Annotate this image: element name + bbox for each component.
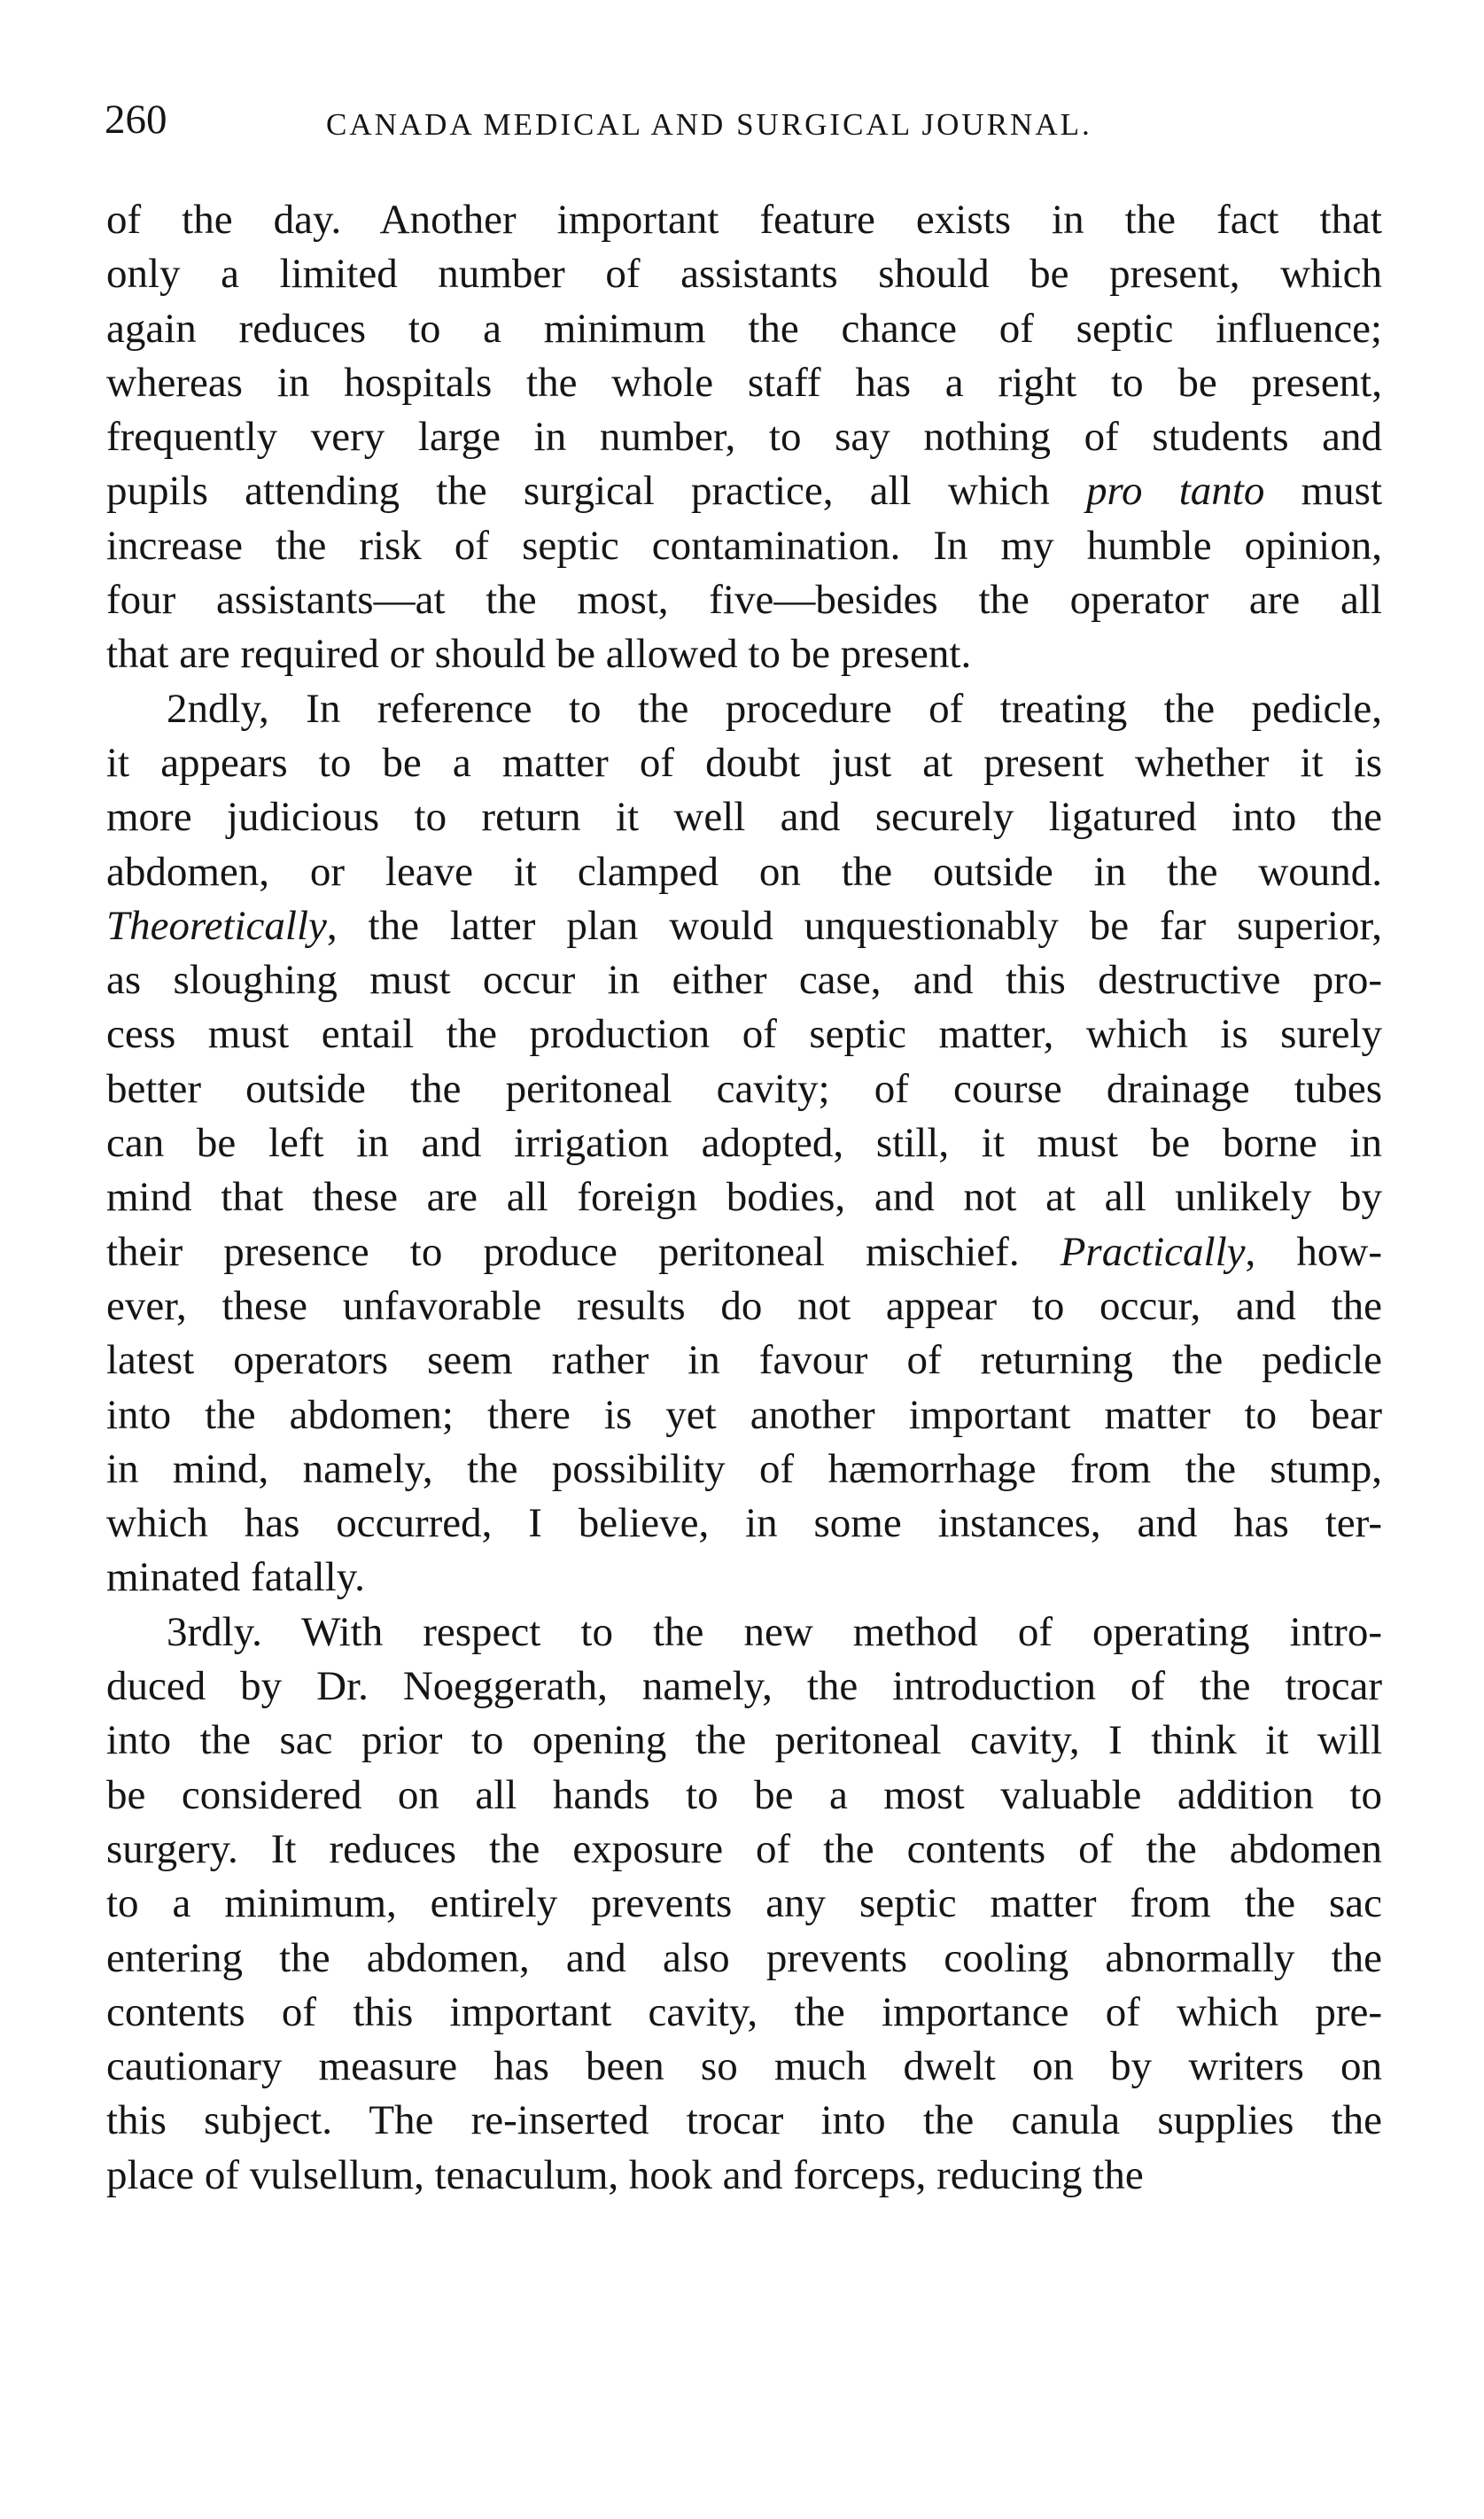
text-line	[106, 1551, 1382, 1605]
text-line	[106, 1116, 1382, 1170]
text-run: cautionary measure has been so much dwelt on by writers on	[106, 2043, 1382, 2090]
text-run: only a limited number of assistants should be present, which	[106, 251, 1382, 298]
text-run: better outside the peritoneal cavity; of course drainage tubes	[106, 1065, 1382, 1112]
text-line	[106, 1877, 1382, 1931]
text-run: contents of this important cavity, the importance of which pre-	[106, 1988, 1382, 2035]
running-head	[105, 89, 1407, 151]
text-run: frequently very large in number, to say nothing of students and	[106, 414, 1382, 461]
text-run: into the sac prior to opening the peritoneal cavity, I think it will	[106, 1717, 1382, 1764]
text-run: minated fatally.	[106, 1554, 365, 1601]
text-line	[106, 573, 1382, 627]
journal-title: CANADA MEDICAL AND SURGICAL JOURNAL.	[326, 107, 1092, 142]
text-run: , the latter plan would unquestionably be far superior,	[326, 902, 1382, 949]
italic-phrase: pro tanto	[1085, 468, 1265, 515]
text-run: into the abdomen; there is yet another important matter to bear	[106, 1391, 1382, 1438]
text-line	[106, 1660, 1382, 1714]
text-run: 3rdly. With respect to the new method of operating intro-	[167, 1608, 1382, 1655]
text-run: this subject. The re-inserted trocar into the canula supplies the	[106, 2097, 1382, 2144]
text-run: place of vulsellum, tenaculum, hook and forceps, reducing the	[106, 2151, 1144, 2198]
text-run: surgery. It reduces the exposure of the contents of the abdomen	[106, 1825, 1382, 1872]
text-run: can be left in and irrigation adopted, still, it must be borne in	[106, 1120, 1382, 1167]
text-line	[106, 1823, 1382, 1877]
text-line	[106, 1769, 1382, 1823]
text-run: whereas in hospitals the whole staff has a right to be present,	[106, 359, 1382, 406]
text-line	[106, 1605, 1382, 1660]
text-run: again reduces to a minimum the chance of septic influence;	[106, 305, 1382, 352]
text-line	[106, 410, 1382, 464]
text-run: be considered on all hands to be a most valuable addition to	[106, 1771, 1382, 1818]
text-line	[106, 464, 1382, 518]
text-run: entering the abdomen, and also prevents cooling abnormally the	[106, 1934, 1382, 1981]
page-number: 260	[105, 97, 167, 143]
text-run: four assistants—at the most, five—besides the operator are all	[106, 577, 1382, 624]
text-run: 2ndly, In reference to the procedure of treating the pedicle,	[167, 685, 1382, 732]
text-line	[106, 1333, 1382, 1388]
text-line	[106, 193, 1382, 247]
text-run: more judicious to return it well and securely ligatured into the	[106, 794, 1382, 841]
text-run: cess must entail the production of septic matter, which is surely	[106, 1011, 1382, 1058]
text-run: abdomen, or leave it clamped on the outside in the wound.	[106, 848, 1382, 895]
text-run: increase the risk of septic contamination. In my humble opinion,	[106, 522, 1382, 569]
text-run: in mind, namely, the possibility of hæmorrhage from the stump,	[106, 1445, 1382, 1492]
text-run: that are required or should be allowed to be present.	[106, 631, 972, 678]
text-line	[106, 682, 1382, 736]
text-line	[106, 2094, 1382, 2148]
italic-phrase: Theoretically	[106, 902, 327, 949]
text-line	[106, 1714, 1382, 1768]
text-run: ever, these unfavorable results do not appear to occur, and the	[106, 1282, 1382, 1329]
text-run: , how-	[1245, 1228, 1382, 1275]
text-line	[106, 899, 1382, 953]
text-line	[106, 1170, 1382, 1225]
text-run: pupils attending the surgical practice, all which	[106, 468, 1086, 515]
text-run: must	[1264, 468, 1382, 515]
text-line	[106, 1388, 1382, 1442]
text-line	[106, 302, 1382, 356]
text-line	[106, 953, 1382, 1007]
text-run: latest operators seem rather in favour of returning the pedicle	[106, 1337, 1382, 1384]
text-line	[106, 1442, 1382, 1497]
text-line	[106, 2149, 1382, 2203]
text-run: it appears to be a matter of doubt just at present whether it is	[106, 739, 1382, 786]
text-run: to a minimum, entirely prevents any septic matter from the sac	[106, 1880, 1382, 1927]
text-line	[106, 627, 1382, 681]
text-line	[106, 845, 1382, 899]
text-line	[106, 1062, 1382, 1116]
text-line	[106, 247, 1382, 301]
text-line	[106, 1279, 1382, 1333]
text-line	[106, 790, 1382, 844]
text-line	[106, 1225, 1382, 1279]
text-line	[106, 2040, 1382, 2094]
italic-phrase: Practically	[1060, 1228, 1246, 1275]
text-line	[106, 356, 1382, 410]
text-line	[106, 1007, 1382, 1061]
text-line	[106, 736, 1382, 790]
text-line	[106, 1497, 1382, 1551]
text-run: which has occurred, I believe, in some instances, and has ter-	[106, 1500, 1382, 1547]
text-line	[106, 519, 1382, 573]
body-text	[106, 193, 1382, 2203]
text-run: their presence to produce peritoneal mischief.	[106, 1228, 1061, 1275]
text-run: mind that these are all foreign bodies, and not at all unlikely by	[106, 1174, 1382, 1221]
text-run: of the day. Another important feature exists in the fact that	[106, 197, 1382, 243]
text-run: as sloughing must occur in either case, and this destructive pro-	[106, 957, 1382, 1004]
text-run: duced by Dr. Noeggerath, namely, the introduction of the trocar	[106, 1663, 1382, 1710]
text-line	[106, 1932, 1382, 1986]
text-line	[106, 1986, 1382, 2040]
